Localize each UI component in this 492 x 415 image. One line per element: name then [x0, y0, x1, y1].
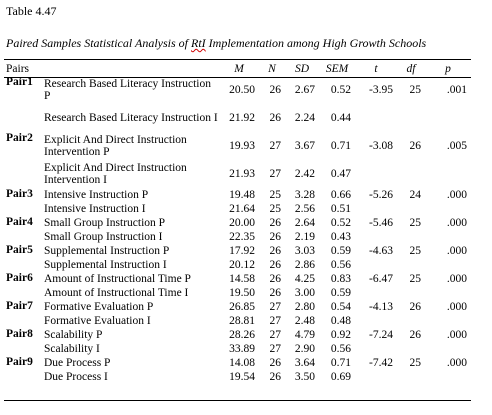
cell-sd: 3.00 [294, 287, 315, 299]
variable-name: Explicit And Direct Instruction Intervention I [44, 162, 187, 186]
cell-sem: 0.56 [330, 343, 351, 355]
cell-n: 26 [269, 273, 281, 285]
cell-n: 25 [269, 203, 281, 215]
cell-t [355, 160, 397, 188]
cell-sem: 0.43 [330, 231, 351, 243]
cell-mean: 33.89 [229, 343, 255, 355]
cell-t [355, 314, 397, 328]
cell-p: .000 [446, 357, 467, 369]
pair-label [4, 202, 42, 216]
cell-n: 27 [269, 140, 281, 152]
cell-n: 26 [269, 112, 281, 124]
cell-sd: 3.03 [294, 245, 315, 257]
pair-label: Pair4 [6, 216, 33, 228]
cell-sem: 0.52 [330, 217, 351, 229]
cell-sem: 0.69 [330, 371, 351, 383]
cell-mean: 21.92 [229, 112, 255, 124]
cell-mean: 22.35 [229, 231, 255, 243]
pair-label: Pair9 [6, 356, 33, 368]
table-row [4, 370, 471, 384]
cell-t: -4.63 [369, 245, 393, 257]
cell-t [355, 104, 397, 132]
cell-df [397, 370, 425, 384]
cell-sd: 2.19 [294, 231, 315, 243]
cell-sd: 2.56 [294, 203, 315, 215]
cell-mean: 14.08 [229, 357, 255, 369]
cell-n: 26 [269, 287, 281, 299]
cell-sem: 0.44 [330, 112, 351, 124]
pair-label [4, 370, 42, 384]
variable-name: Scalability P [44, 329, 103, 341]
cell-t: -5.46 [369, 217, 393, 229]
cell-p: .000 [446, 245, 467, 257]
cell-df: 25 [409, 357, 421, 369]
table-row [4, 104, 471, 132]
cell-df [397, 342, 425, 356]
cell-df: 26 [409, 140, 421, 152]
cell-sd: 3.64 [294, 357, 315, 369]
variable-name: Formative Evaluation P [44, 301, 154, 313]
cell-sem: 0.83 [330, 273, 351, 285]
cell-n: 26 [269, 357, 281, 369]
cell-sd: 4.79 [294, 329, 315, 341]
cell-mean: 20.00 [229, 217, 255, 229]
cell-sem: 0.47 [330, 168, 351, 180]
pair-label: Pair1 [6, 76, 33, 88]
header-p: p [445, 63, 451, 75]
cell-p [425, 342, 471, 356]
cell-mean: 19.50 [229, 287, 255, 299]
table-row [4, 342, 471, 356]
cell-mean: 26.85 [229, 301, 255, 313]
table-row [4, 286, 471, 300]
table-row [4, 300, 471, 314]
header-pairs: Pairs [6, 63, 29, 75]
table-row [4, 314, 471, 328]
cell-p: .000 [446, 301, 467, 313]
cell-n: 27 [269, 315, 281, 327]
variable-name: Research Based Literacy Instruction P [44, 78, 212, 102]
cell-sd: 2.90 [294, 343, 315, 355]
variable-name: Supplemental Instruction I [44, 259, 167, 271]
pair-label: Pair7 [6, 300, 33, 312]
cell-sd: 2.80 [294, 301, 315, 313]
cell-p [425, 160, 471, 188]
pair-label [4, 342, 42, 356]
variable-name: Amount of Instructional Time P [44, 273, 191, 285]
cell-df: 26 [409, 329, 421, 341]
cell-n: 27 [269, 343, 281, 355]
table-row [4, 272, 471, 286]
cell-mean: 20.12 [229, 259, 255, 271]
cell-df [397, 230, 425, 244]
cell-df [397, 258, 425, 272]
cell-n: 26 [269, 371, 281, 383]
cell-df [397, 286, 425, 300]
cell-df: 24 [409, 189, 421, 201]
caption-text-start: Paired Samples Statistical Analysis of [6, 36, 191, 50]
table-body [4, 76, 471, 384]
cell-n: 26 [269, 231, 281, 243]
cell-sem: 0.66 [330, 189, 351, 201]
variable-name: Amount of Instructional Time I [44, 287, 189, 299]
cell-df: 25 [409, 273, 421, 285]
cell-t: -7.24 [369, 329, 393, 341]
variable-name: Research Based Literacy Instruction I [44, 112, 218, 124]
table-number: Table 4.47 [6, 4, 57, 18]
cell-t [355, 258, 397, 272]
cell-n: 27 [269, 329, 281, 341]
table-row [4, 132, 471, 160]
cell-df [397, 202, 425, 216]
table-header-row [4, 62, 471, 76]
cell-n: 27 [269, 301, 281, 313]
cell-sem: 0.71 [330, 357, 351, 369]
table-bottom-rule [4, 400, 471, 401]
cell-n: 25 [269, 189, 281, 201]
cell-mean: 28.81 [229, 315, 255, 327]
cell-p: .005 [446, 140, 467, 152]
header-n: N [268, 63, 276, 75]
pair-label: Pair8 [6, 328, 33, 340]
cell-sd: 4.25 [294, 273, 315, 285]
pair-label [4, 230, 42, 244]
cell-p [425, 202, 471, 216]
cell-t [355, 342, 397, 356]
pair-label: Pair6 [6, 272, 33, 284]
variable-name: Formative Evaluation I [44, 315, 151, 327]
paired-samples-table [4, 62, 471, 384]
cell-t [355, 370, 397, 384]
cell-mean: 19.48 [229, 189, 255, 201]
pair-label: Pair3 [6, 188, 33, 200]
cell-mean: 21.64 [229, 203, 255, 215]
table-row [4, 216, 471, 230]
cell-p [425, 286, 471, 300]
cell-p [425, 104, 471, 132]
cell-t [355, 230, 397, 244]
cell-p: .000 [446, 329, 467, 341]
table-row [4, 328, 471, 342]
pair-label: Pair2 [6, 132, 33, 144]
cell-sd: 2.42 [294, 168, 315, 180]
table-row [4, 160, 471, 188]
table-row [4, 230, 471, 244]
cell-t: -3.08 [369, 140, 393, 152]
table-row [4, 76, 471, 104]
cell-sd: 3.50 [294, 371, 315, 383]
cell-p: .000 [446, 189, 467, 201]
cell-df: 26 [409, 301, 421, 313]
cell-p [425, 230, 471, 244]
cell-sd: 3.67 [294, 140, 315, 152]
cell-sd: 2.86 [294, 259, 315, 271]
variable-name: Explicit And Direct Instruction Intervention P [44, 134, 187, 158]
variable-name: Intensive Instruction I [44, 203, 146, 215]
cell-t: -6.47 [369, 273, 393, 285]
pair-label [4, 104, 42, 132]
cell-sd: 2.64 [294, 217, 315, 229]
cell-t: -3.95 [369, 84, 393, 96]
cell-n: 26 [269, 245, 281, 257]
cell-t: -5.26 [369, 189, 393, 201]
cell-p: .000 [446, 273, 467, 285]
table-row [4, 188, 471, 202]
cell-sd: 2.67 [294, 84, 315, 96]
cell-df: 25 [409, 84, 421, 96]
cell-df: 25 [409, 245, 421, 257]
cell-n: 26 [269, 217, 281, 229]
cell-df [397, 314, 425, 328]
table-row [4, 202, 471, 216]
cell-df [397, 160, 425, 188]
header-t: t [374, 63, 378, 75]
cell-sem: 0.92 [330, 329, 351, 341]
cell-sem: 0.48 [330, 315, 351, 327]
cell-p [425, 314, 471, 328]
cell-t: -4.13 [369, 301, 393, 313]
variable-name: Due Process P [44, 357, 111, 369]
cell-n: 27 [269, 168, 281, 180]
table-top-rule [4, 59, 471, 60]
cell-p [425, 258, 471, 272]
header-sd: SD [294, 63, 310, 75]
variable-name: Due Process I [44, 371, 108, 383]
header-sem: SEM [325, 63, 349, 75]
cell-sem: 0.51 [330, 203, 351, 215]
pair-label [4, 160, 42, 188]
variable-name: Scalability I [44, 343, 100, 355]
caption-text-end: Implementation among High Growth Schools [205, 36, 427, 50]
cell-sem: 0.56 [330, 259, 351, 271]
cell-df [397, 104, 425, 132]
table-row [4, 244, 471, 258]
cell-p: .000 [446, 217, 467, 229]
cell-t: -7.42 [369, 357, 393, 369]
cell-sem: 0.71 [330, 140, 351, 152]
cell-mean: 19.93 [229, 140, 255, 152]
cell-t [355, 286, 397, 300]
header-mean: M [234, 63, 244, 75]
variable-name: Small Group Instruction P [44, 217, 166, 229]
caption-misspelled-word: RtI [191, 36, 206, 50]
pair-label [4, 286, 42, 300]
pair-label [4, 258, 42, 272]
cell-sem: 0.52 [330, 84, 351, 96]
cell-mean: 28.26 [229, 329, 255, 341]
cell-mean: 19.54 [229, 371, 255, 383]
cell-mean: 21.93 [229, 168, 255, 180]
cell-sem: 0.59 [330, 245, 351, 257]
cell-n: 26 [269, 84, 281, 96]
table-row [4, 258, 471, 272]
table-caption [6, 36, 426, 51]
header-df: df [406, 63, 416, 75]
table-row [4, 356, 471, 370]
cell-mean: 17.92 [229, 245, 255, 257]
cell-p [425, 370, 471, 384]
cell-mean: 14.58 [229, 273, 255, 285]
cell-t [355, 202, 397, 216]
cell-sem: 0.54 [330, 301, 351, 313]
pair-label: Pair5 [6, 244, 33, 256]
pair-label [4, 314, 42, 328]
cell-df: 25 [409, 217, 421, 229]
cell-sd: 2.48 [294, 315, 315, 327]
cell-sem: 0.59 [330, 287, 351, 299]
cell-sd: 2.24 [294, 112, 315, 124]
variable-name: Small Group Instruction I [44, 231, 163, 243]
variable-name: Supplemental Instruction P [44, 245, 170, 257]
cell-mean: 20.50 [229, 84, 255, 96]
cell-sd: 3.28 [294, 189, 315, 201]
variable-name: Intensive Instruction P [44, 189, 149, 201]
cell-n: 26 [269, 259, 281, 271]
cell-p: .001 [446, 84, 467, 96]
